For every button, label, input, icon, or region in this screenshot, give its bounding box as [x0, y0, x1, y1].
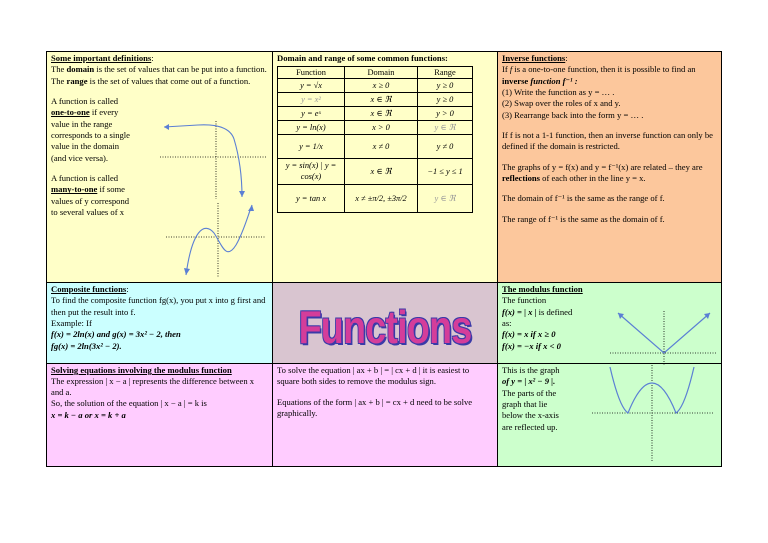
solving-heading: Solving equations involving the modulus function [51, 365, 232, 375]
inverse-domain: The domain of f⁻¹ is the same as the range of f. [502, 193, 665, 204]
modulus-heading: The modulus function [502, 284, 583, 294]
modulus-text: as: [502, 318, 512, 329]
modulus-text: The function [502, 295, 547, 306]
graph-note: below the x-axis [502, 410, 559, 421]
composite-heading: Composite functions [51, 284, 127, 294]
one-to-one-definition: A function is called one-to-one if every value in the range corresponds to a single value in the domain (and vice versa). [51, 96, 130, 163]
table-header-row: Function Domain Range [278, 66, 473, 78]
table-row: y = tan x x ≠ ±π/2, ±3π/2 y ∈ ℜ [278, 184, 473, 212]
table-row: y = ln(x) x > 0 y ∈ ℜ [278, 120, 473, 134]
table-row: y = sin(x) | y = cos(x) x ∈ ℜ −1 ≤ y ≤ 1 [278, 158, 473, 184]
domain-range-cell [272, 51, 498, 283]
inverse-reflection: The graphs of y = f(x) and y = f⁻¹(x) are related – they are reflections of each other in the line y = x. [502, 161, 703, 184]
modulus-x-graph [608, 309, 718, 365]
composite-example: f(x) = 2ln(x) and g(x) = 3x² − 2, then [51, 329, 181, 340]
inverse-functions-cell: Inverse functions: If f is a one-to-one function, then it is possible to find an inverse function f⁻¹ : (1) Write the function as y = … . (2) Swap over the roles of x and y. (3) Rearrange back into the form y = … . If f is not a 1-1 function, then an inverse function can only be defined if the domain is restricted. The graphs of y = f(x) and y = f⁻¹(x) are related – they are reflections of each other in the line y = x. The domain of f⁻¹ is the same as the range of f. The range of f⁻¹ is the same as the domain of f. [497, 51, 722, 283]
graph-note: are reflected up. [502, 421, 558, 432]
table-row: y = eˣ x ∈ ℜ y > 0 [278, 106, 473, 120]
square-text: To solve the equation | ax + b | = | cx + d | it is easiest to square both sides to remove the modulus sign. [277, 365, 470, 387]
graph-note: This is the graph [502, 365, 560, 375]
composite-functions-cell: Composite functions: To find the composite function fg(x), you put x into g first and then put the result into f. Example: If f(x) = 2ln(x) and g(x) = 3x² − 2, then fg(x) = 2ln(3x² − 2). [46, 282, 273, 364]
domain-definition: The domain is the set of values that can be put into a function. [51, 64, 267, 75]
graph-note: The parts of the [502, 387, 557, 398]
solving-solution: x = k − a or x = k + a [51, 409, 126, 420]
modulus-case: f(x) = x if x ≥ 0 [502, 329, 556, 340]
modulus-quadratic-graph [588, 363, 718, 463]
one-to-one-graph [158, 119, 268, 201]
solving-text: The expression | x − a | represents the difference between x and a. [51, 375, 255, 398]
many-to-one-definition: A function is called many-to-one if some values of y correspond to several values of x [51, 173, 130, 218]
inverse-heading: Inverse functions [502, 53, 566, 63]
definitions-cell: Some important definitions: The domain is the set of values that can be put into a function. The range is the set of values that come out of a function. A function is called one-to-one if every value in the range corresponds to a single value in the domain (and vice versa). A function is called many-to-one if some values of y correspond to several values of x [46, 51, 273, 283]
modulus-definition: f(x) = | x | is defined [502, 306, 573, 317]
composite-example: fg(x) = 2ln(3x² − 2). [51, 340, 122, 351]
table-row: y = 1/x x ≠ 0 y ≠ 0 [278, 134, 473, 158]
range-definition: The range is the set of values that come out of a function. [51, 75, 251, 86]
square-both-sides-cell [272, 363, 498, 467]
domain-range-heading: Domain and range of some common functions: [277, 53, 448, 63]
many-to-one-graph [164, 201, 269, 279]
inverse-step: (1) Write the function as y = … . [502, 87, 615, 98]
inverse-restriction: If f is not a 1-1 function, then an inverse function can only be defined if the domain is restricted. [502, 130, 713, 152]
inverse-step: (3) Rearrange back into the form y = … . [502, 109, 644, 120]
table-row: y = x² x ∈ ℜ y ≥ 0 [278, 92, 473, 106]
graph-note: of y = | x² − 9 |. [502, 376, 556, 387]
table-row: y = √x x ≥ 0 y ≥ 0 [278, 78, 473, 92]
domain-range-table [277, 66, 473, 213]
composite-text: To find the composite function fg(x), you put x into g first and then put the result into f. [51, 295, 266, 317]
solving-modulus-cell [46, 363, 273, 467]
inverse-intro: If f is a one-to-one function, then it is possible to find an inverse function f⁻¹ : [502, 64, 696, 86]
composite-example: Example: If [51, 318, 92, 329]
solving-text: So, the solution of the equation | x − a | = k is [51, 398, 207, 409]
graph-note: graph that lie [502, 399, 548, 410]
revision-sheet [46, 51, 722, 467]
page-title: Functions [298, 301, 472, 353]
inverse-range: The range of f⁻¹ is the same as the domain of f. [502, 213, 665, 224]
title-cell [272, 282, 498, 364]
inverse-step: (2) Swap over the roles of x and y. [502, 98, 621, 109]
square-text: Equations of the form | ax + b | = cx + d need to be solve graphically. [277, 396, 473, 419]
modulus-case: f(x) = −x if x < 0 [502, 340, 561, 351]
definitions-heading: Some important definitions [51, 53, 152, 63]
